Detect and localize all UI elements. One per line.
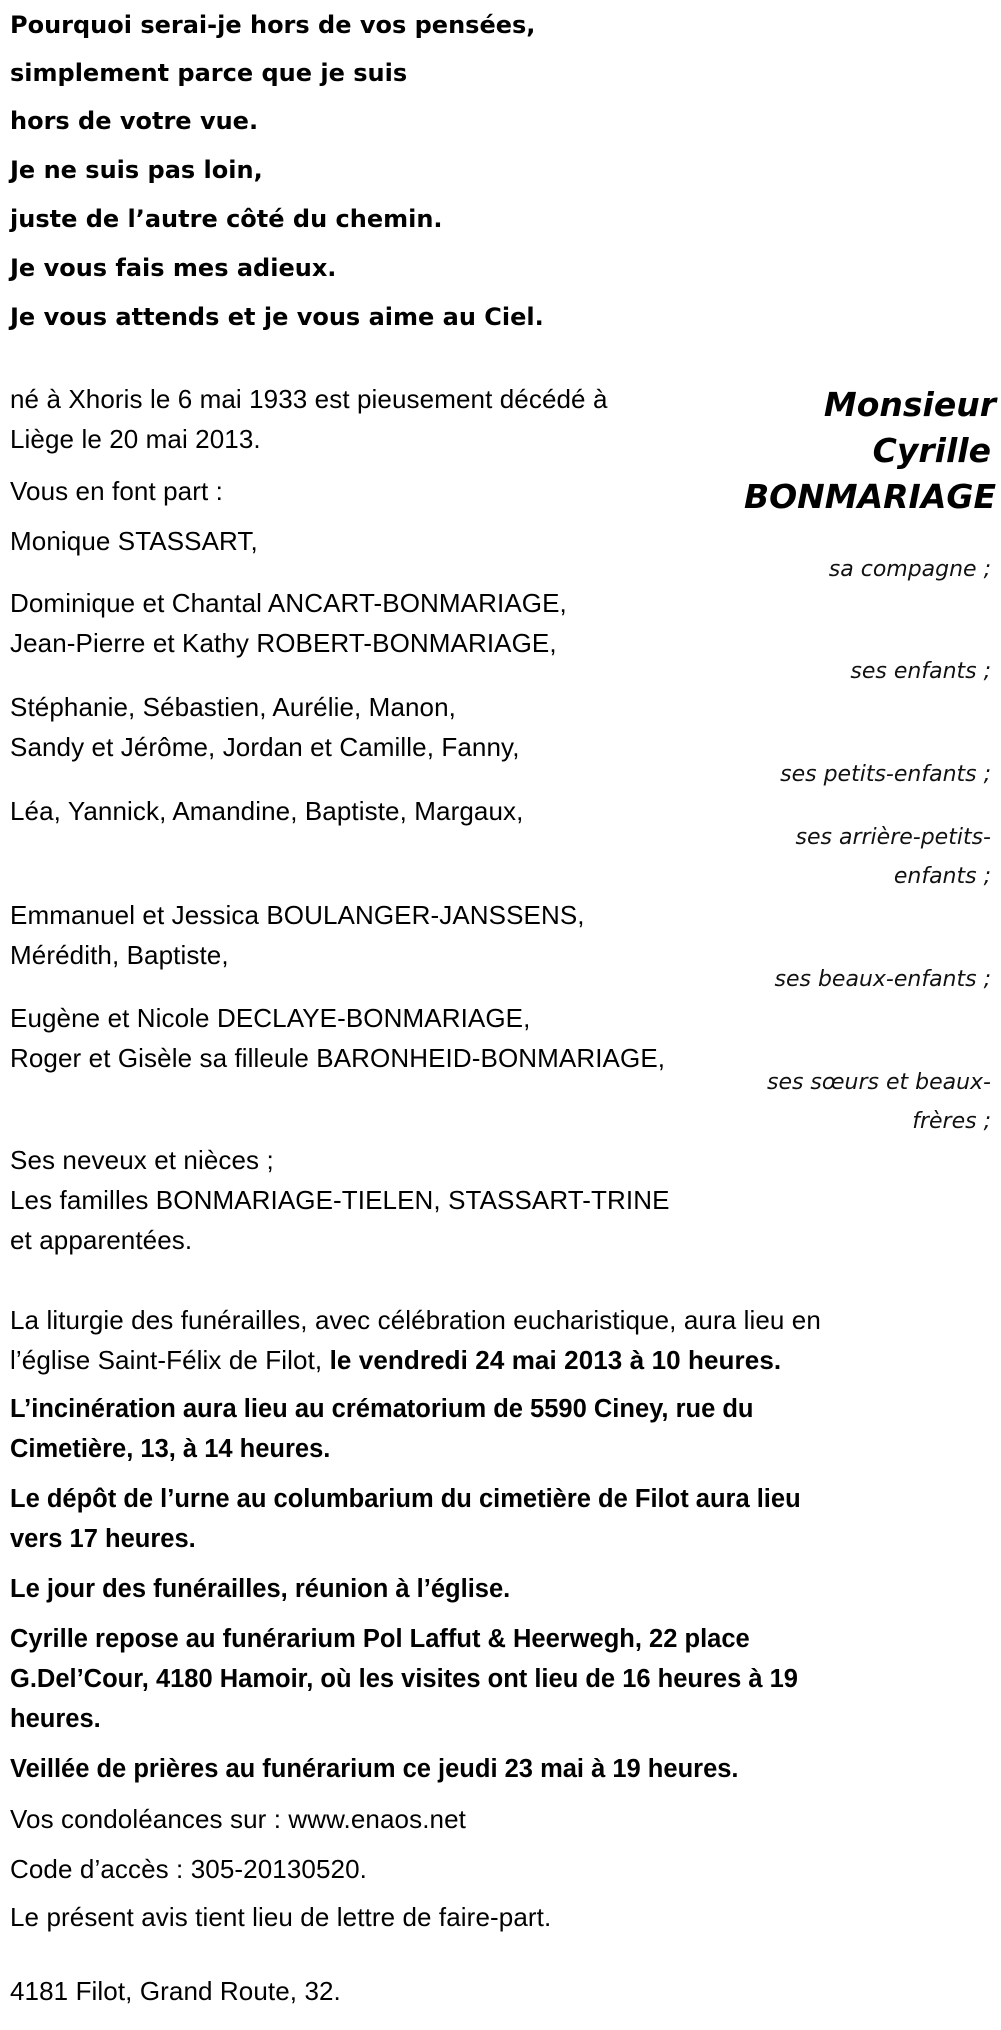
family-relation: ses arrière-petits- [795, 825, 991, 850]
condolences-label: Vos condoléances sur : [10, 1804, 289, 1834]
poem-line: juste de l’autre côté du chemin. [10, 205, 443, 233]
poem-line: Pourquoi serai-je hors de vos pensées, [10, 11, 536, 39]
family-relation: frères ; [912, 1109, 991, 1134]
deceased-title: Monsieur [823, 385, 996, 424]
family-relation: enfants ; [893, 864, 991, 889]
family-names: Eugène et Nicole DECLAYE-BONMARIAGE, [10, 1003, 531, 1033]
poem-line: Je ne suis pas loin, [10, 156, 263, 184]
cremation-line: L’incinération aura lieu au crématorium de 5590 Ciney, rue du [10, 1395, 754, 1423]
funerarium-line: Cyrille repose au funérarium Pol Laffut & Heerwegh, 22 place [10, 1625, 750, 1653]
deceased-first-name: Cyrille [872, 431, 991, 470]
funerarium-line: G.Del’Cour, 4180 Hamoir, où les visites ont lieu de 16 heures à 19 [10, 1665, 798, 1693]
others-line: Ses neveux et nièces ; [10, 1145, 274, 1175]
condolences-link[interactable]: www.enaos.net [288, 1804, 466, 1834]
poem-line: Je vous fais mes adieux. [10, 254, 337, 282]
condolences-line [10, 1804, 466, 1834]
birth-death-line: Liège le 20 mai 2013. [10, 424, 261, 454]
family-names: Stéphanie, Sébastien, Aurélie, Manon, [10, 692, 457, 722]
liturgy-date: le vendredi 24 mai 2013 à 10 heures. [329, 1345, 782, 1375]
family-names: Sandy et Jérôme, Jordan et Camille, Fanny, [10, 732, 520, 762]
notice-line: Le présent avis tient lieu de lettre de faire-part. [10, 1902, 552, 1932]
poem-line: Je vous attends et je vous aime au Ciel. [10, 303, 544, 331]
announcement-intro: Vous en font part : [10, 476, 223, 506]
family-names: Dominique et Chantal ANCART-BONMARIAGE, [10, 588, 567, 618]
poem-line: simplement parce que je suis [10, 59, 408, 87]
poem-line: hors de votre vue. [10, 107, 259, 135]
birth-death-line: né à Xhoris le 6 mai 1933 est pieusement décédé à [10, 384, 608, 414]
family-relation: sa compagne ; [828, 557, 991, 582]
funerarium-line: heures. [10, 1705, 101, 1733]
liturgy-line [10, 1345, 781, 1375]
family-names: Jean-Pierre et Kathy ROBERT-BONMARIAGE, [10, 628, 557, 658]
family-relation: ses sœurs et beaux- [766, 1070, 991, 1095]
family-names: Roger et Gisèle sa filleule BARONHEID-BONMARIAGE, [10, 1043, 666, 1073]
family-names: Emmanuel et Jessica BOULANGER-JANSSENS, [10, 900, 585, 930]
deceased-last-name: BONMARIAGE [743, 477, 996, 516]
urn-line: vers 17 heures. [10, 1525, 196, 1553]
cremation-line: Cimetière, 13, à 14 heures. [10, 1435, 331, 1463]
family-names: Léa, Yannick, Amandine, Baptiste, Margaux, [10, 796, 524, 826]
liturgy-location: l’église Saint-Félix de Filot, [10, 1345, 330, 1375]
address-line: 4181 Filot, Grand Route, 32. [10, 1976, 341, 2006]
family-names: Monique STASSART, [10, 526, 258, 556]
access-code: Code d’accès : 305-20130520. [10, 1854, 367, 1884]
vigil-line: Veillée de prières au funérarium ce jeudi 23 mai à 19 heures. [10, 1755, 739, 1783]
meeting-line: Le jour des funérailles, réunion à l’église. [10, 1575, 511, 1603]
family-relation: ses beaux-enfants ; [774, 967, 991, 992]
urn-line: Le dépôt de l’urne au columbarium du cimetière de Filot aura lieu [10, 1485, 801, 1513]
liturgy-line: La liturgie des funérailles, avec célébration eucharistique, aura lieu en [10, 1305, 821, 1335]
family-names: Mérédith, Baptiste, [10, 940, 229, 970]
family-relation: ses petits-enfants ; [780, 762, 991, 787]
others-line: et apparentées. [10, 1225, 193, 1255]
family-relation: ses enfants ; [850, 659, 991, 684]
others-line: Les familles BONMARIAGE-TIELEN, STASSART-TRINE [10, 1185, 670, 1215]
